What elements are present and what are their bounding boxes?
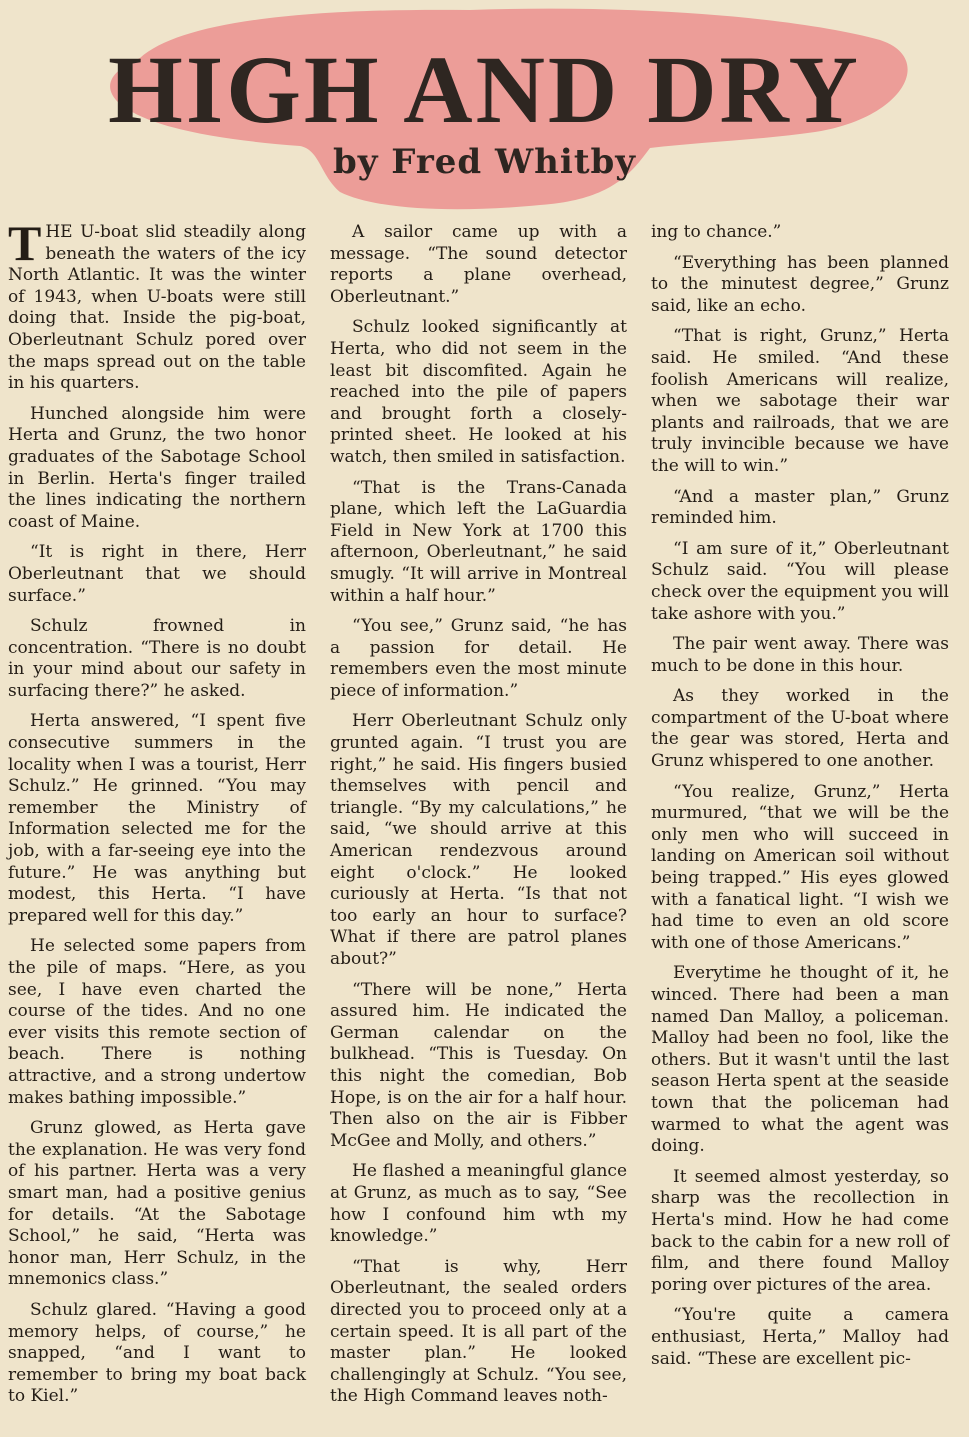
article-paragraph: Schulz glared. “Having a good memory helps, of course,” he snapped, “and I want to remember to bring my boat back to Kiel.” (8, 1299, 306, 1407)
article-paragraph: As they worked in the compartment of the U-boat where the gear was stored, Herta and Grunz whispered to one another. (651, 686, 949, 772)
article-paragraph: “You're quite a camera enthusiast, Herta,” Malloy had said. “These are excellent pic- (651, 1305, 949, 1369)
article-byline: by Fred Whitby (332, 142, 637, 182)
text-column-3 (651, 222, 949, 1379)
article-paragraph: It seemed almost yesterday, so sharp was the recollection in Herta's mind. How he had come back to the cabin for a new roll of film, and there found Malloy poring over pictures of the area. (651, 1166, 949, 1295)
text-column-1 (8, 215, 306, 1417)
article-paragraph: “It is right in there, Herr Oberleutnant that we should surface.” (8, 542, 306, 606)
article-paragraph: “You realize, Grunz,” Herta murmured, “that we will be the only men who will succeed in landing on American soil without being trapped.” His eyes glowed with a fanatical light. “I wish we had time to even an old score with one of those Americans.” (651, 781, 949, 953)
article-paragraph: A sailor came up with a message. “The sound detector reports a plane overhead, Oberleutnant.” (330, 222, 627, 307)
article-paragraph: “You see,” Grunz said, “he has a passion for detail. He remembers even the most minute piece of information.” (330, 616, 627, 701)
article-paragraph: “That is why, Herr Oberleutnant, the sealed orders directed you to proceed only at a certain speed. It is all part of the master plan.” He looked challengingly at Schulz. “You see, the High Command leaves noth- (330, 1256, 627, 1407)
article-paragraph: Schulz frowned in concentration. “There is no doubt in your mind about our safety in surfacing there?” he asked. (8, 616, 306, 701)
article-paragraph: “That is the Trans-Canada plane, which left the LaGuardia Field in New York at 1700 this afternoon, Oberleutnant,” he said smugly. “It will arrive in Montreal within a half hour.” (330, 477, 627, 606)
article-paragraph: ing to chance.” (651, 222, 782, 242)
article-paragraph: The pair went away. There was much to be done in this hour. (651, 634, 949, 676)
article-paragraph: Grunz glowed, as Herta gave the explanation. He was very fond of his partner. Herta was a very smart man, had a positive genius for details. “At the Sabotage School,” he said, “Herta was honor man, Herr Schulz, in the mnemonics class.” (8, 1118, 306, 1290)
article-paragraph: Hunched alongside him were Herta and Grunz, the two honor graduates of the Sabotage School in Berlin. Herta's finger trailed the lines indicating the northern coast of Maine. (8, 403, 306, 532)
article-paragraph: “Everything has been planned to the minutest degree,” Grunz said, like an echo. (651, 252, 949, 316)
first-paragraph-text: HE U-boat slid steadily along beneath the waters of the icy North Atlantic. It was the winter of 1943, when U-boats were still doing that. Inside the pig-boat, Oberleutnant Schulz pored over the maps spread out on the table in his quarters. (8, 222, 306, 394)
drop-cap: T (8, 215, 42, 271)
article-paragraph: “That is right, Grunz,” Herta said. He smiled. “And these foolish Americans will realize, when we sabotage their war plants and railroads, that we are truly invincible because we have the will to win.” (651, 326, 949, 476)
article-paragraph: He selected some papers from the pile of maps. “Here, as you see, I have even charted the course of the tides. And no one ever visits this remote section of beach. There is nothing attractive, and a strong undertow makes bathing impossible.” (8, 936, 306, 1108)
article-paragraph: “I am sure of it,” Oberleutnant Schulz said. “You will please check over the equipment you will take ashore with you.” (651, 538, 949, 624)
text-column-2 (330, 222, 627, 1417)
article-paragraph: Herta answered, “I spent five consecutive summers in the locality when I was a tourist, Herr Schulz.” He grinned. “You may remember the Ministry of Information selected me for the job, with a far-seeing eye into the future.” He was anything but modest, this Herta. “I have prepared well for this day.” (8, 711, 306, 926)
article-paragraph: Everytime he thought of it, he winced. There had been a man named Dan Malloy, a policeman. Malloy had been no fool, like the others. But it wasn't until the last season Herta spent at the seaside town that the policeman had warmed to what the agent was doing. (651, 963, 949, 1157)
article-paragraph: “There will be none,” Herta assured him. He indicated the German calendar on the bulkhead. “This is Tuesday. On this night the comedian, Bob Hope, is on the air for a half hour. Then also on the air is Fibber McGee and Molly, and others.” (330, 979, 627, 1151)
article-paragraph: He flashed a meaningful glance at Grunz, as much as to say, “See how I confound him wth my knowledge.” (330, 1161, 627, 1247)
article-paragraph: Herr Oberleutnant Schulz only grunted again. “I trust you are right,” he said. His fingers busied themselves with pencil and triangle. “By my calculations,” he said, “we should arrive at this American rendezvous around eight o'clock.” He looked curiously at Herta. “Is that not too early an hour to surface? What if there are patrol planes about?” (330, 711, 627, 969)
article-paragraph: Schulz looked significantly at Herta, who did not seem in the least bit discomfited. Again he reached into the pile of papers and brought forth a closely-printed sheet. He looked at his watch, then smiled in satisfaction. (330, 317, 627, 467)
article-title: HIGH AND DRY (108, 36, 861, 143)
article-paragraph (8, 215, 306, 395)
article-paragraph: “And a master plan,” Grunz reminded him. (651, 486, 949, 529)
